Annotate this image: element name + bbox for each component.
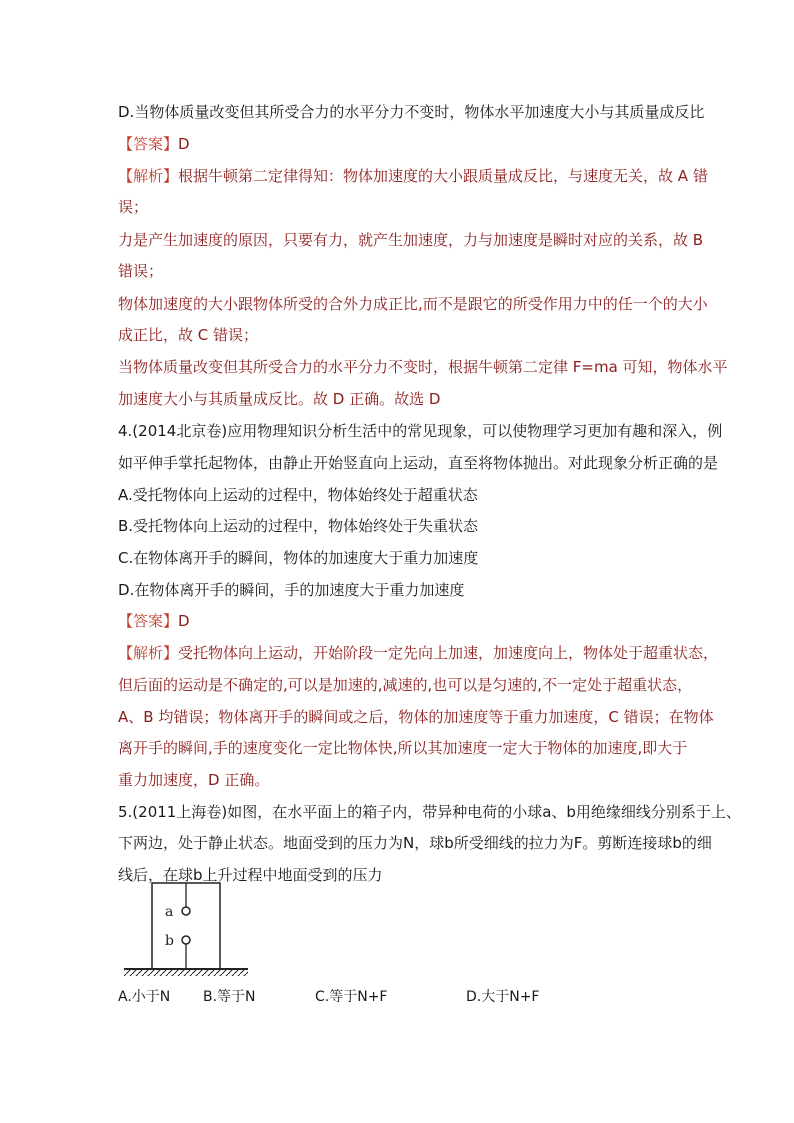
answer-value: D bbox=[178, 612, 190, 630]
prev-analysis-line: 错误； bbox=[118, 262, 164, 280]
label-a: a bbox=[165, 904, 174, 920]
prev-analysis-line: 力是产生加速度的原因，只要有力，就产生加速度，力与加速度是瞬时对应的关系，故 B bbox=[118, 231, 704, 249]
prev-analysis-row-1 bbox=[118, 166, 708, 186]
prev-answer-row bbox=[118, 134, 678, 154]
prev-option-d: D.当物体质量改变但其所受合力的水平分力不变时，物体水平加速度大小与其质量成反比 bbox=[118, 103, 705, 121]
analysis-tag: 【解析】 bbox=[118, 644, 179, 662]
ball-a bbox=[182, 907, 190, 915]
q4-analysis-line: 离开手的瞬间,手的速度变化一定比物体快,所以其加速度一定大于物体的加速度,即大于 bbox=[118, 739, 688, 757]
prev-analysis-line: 成正比，故 C 错误； bbox=[118, 326, 259, 344]
prev-analysis-line: 物体加速度的大小跟物体所受的合外力成正比,而不是跟它的所受作用力中的任一个的大小 bbox=[118, 295, 708, 313]
q4-analysis-line: 重力加速度，D 正确。 bbox=[118, 771, 270, 789]
q5-option-c: C.等于N+F bbox=[315, 989, 388, 1005]
q4-analysis-row-1 bbox=[118, 643, 719, 663]
answer-tag: 【答案】 bbox=[118, 612, 179, 630]
prev-analysis-line: 误； bbox=[118, 198, 149, 216]
q4-option-c: C.在物体离开手的瞬间，物体的加速度大于重力加速度 bbox=[118, 549, 479, 567]
ball-b bbox=[182, 936, 190, 944]
q4-analysis-line: 但后面的运动是不确定的,可以是加速的,减速的,也可以是匀速的,不一定处于超重状态， bbox=[118, 676, 693, 694]
answer-tag: 【答案】 bbox=[118, 135, 179, 153]
q4-answer-row bbox=[118, 611, 678, 631]
q5-option-a: A.小于N bbox=[118, 989, 171, 1005]
analysis-text: 受托物体向上运动，开始阶段一定先向上加速，加速度向上，物体处于超重状态， bbox=[178, 644, 719, 662]
label-b: b bbox=[165, 933, 174, 949]
box-diagram bbox=[120, 878, 255, 978]
prev-analysis-line: 当物体质量改变但其所受合力的水平分力不变时，根据牛顿第二定律 F=ma 可知，物体水平 bbox=[118, 358, 728, 376]
q4-stem-line: 4.(2014北京卷)应用物理知识分析生活中的常见现象，可以使物理学习更加有趣和深入，例 bbox=[118, 422, 723, 440]
q5-option-b: B.等于N bbox=[203, 989, 256, 1005]
prev-analysis-line: 加速度大小与其质量成反比。故 D 正确。故选 D bbox=[118, 390, 441, 408]
q4-analysis-line: A、B 均错误；物体离开手的瞬间或之后，物体的加速度等于重力加速度，C 错误；在物体 bbox=[118, 708, 714, 726]
analysis-tag: 【解析】 bbox=[118, 167, 179, 185]
q5-stem-line: 5.(2011上海卷)如图，在水平面上的箱子内，带异种电荷的小球a、b用绝缘细线分别系于上、 bbox=[118, 803, 741, 821]
q4-option-a: A.受托物体向上运动的过程中，物体始终处于超重状态 bbox=[118, 486, 478, 504]
q5-stem-line: 下两边，处于静止状态。地面受到的压力为N，球b所受细线的拉力为F。剪断连接球b的细 bbox=[118, 834, 712, 852]
q5-stem-line: 线后，在球b上升过程中地面受到的压力 bbox=[118, 866, 383, 884]
answer-value: D bbox=[178, 135, 190, 153]
analysis-text: 根据牛顿第二定律得知：物体加速度的大小跟质量成反比，与速度无关，故 A 错 bbox=[178, 167, 708, 185]
q4-option-b: B.受托物体向上运动的过程中，物体始终处于失重状态 bbox=[118, 517, 479, 535]
q4-option-d: D.在物体离开手的瞬间，手的加速度大于重力加速度 bbox=[118, 581, 465, 599]
ground-hatch bbox=[124, 970, 248, 976]
q5-option-d: D.大于N+F bbox=[466, 989, 540, 1005]
q4-stem-line: 如平伸手掌托起物体，由静止开始竖直向上运动，直至将物体抛出。对此现象分析正确的是 bbox=[118, 454, 719, 472]
